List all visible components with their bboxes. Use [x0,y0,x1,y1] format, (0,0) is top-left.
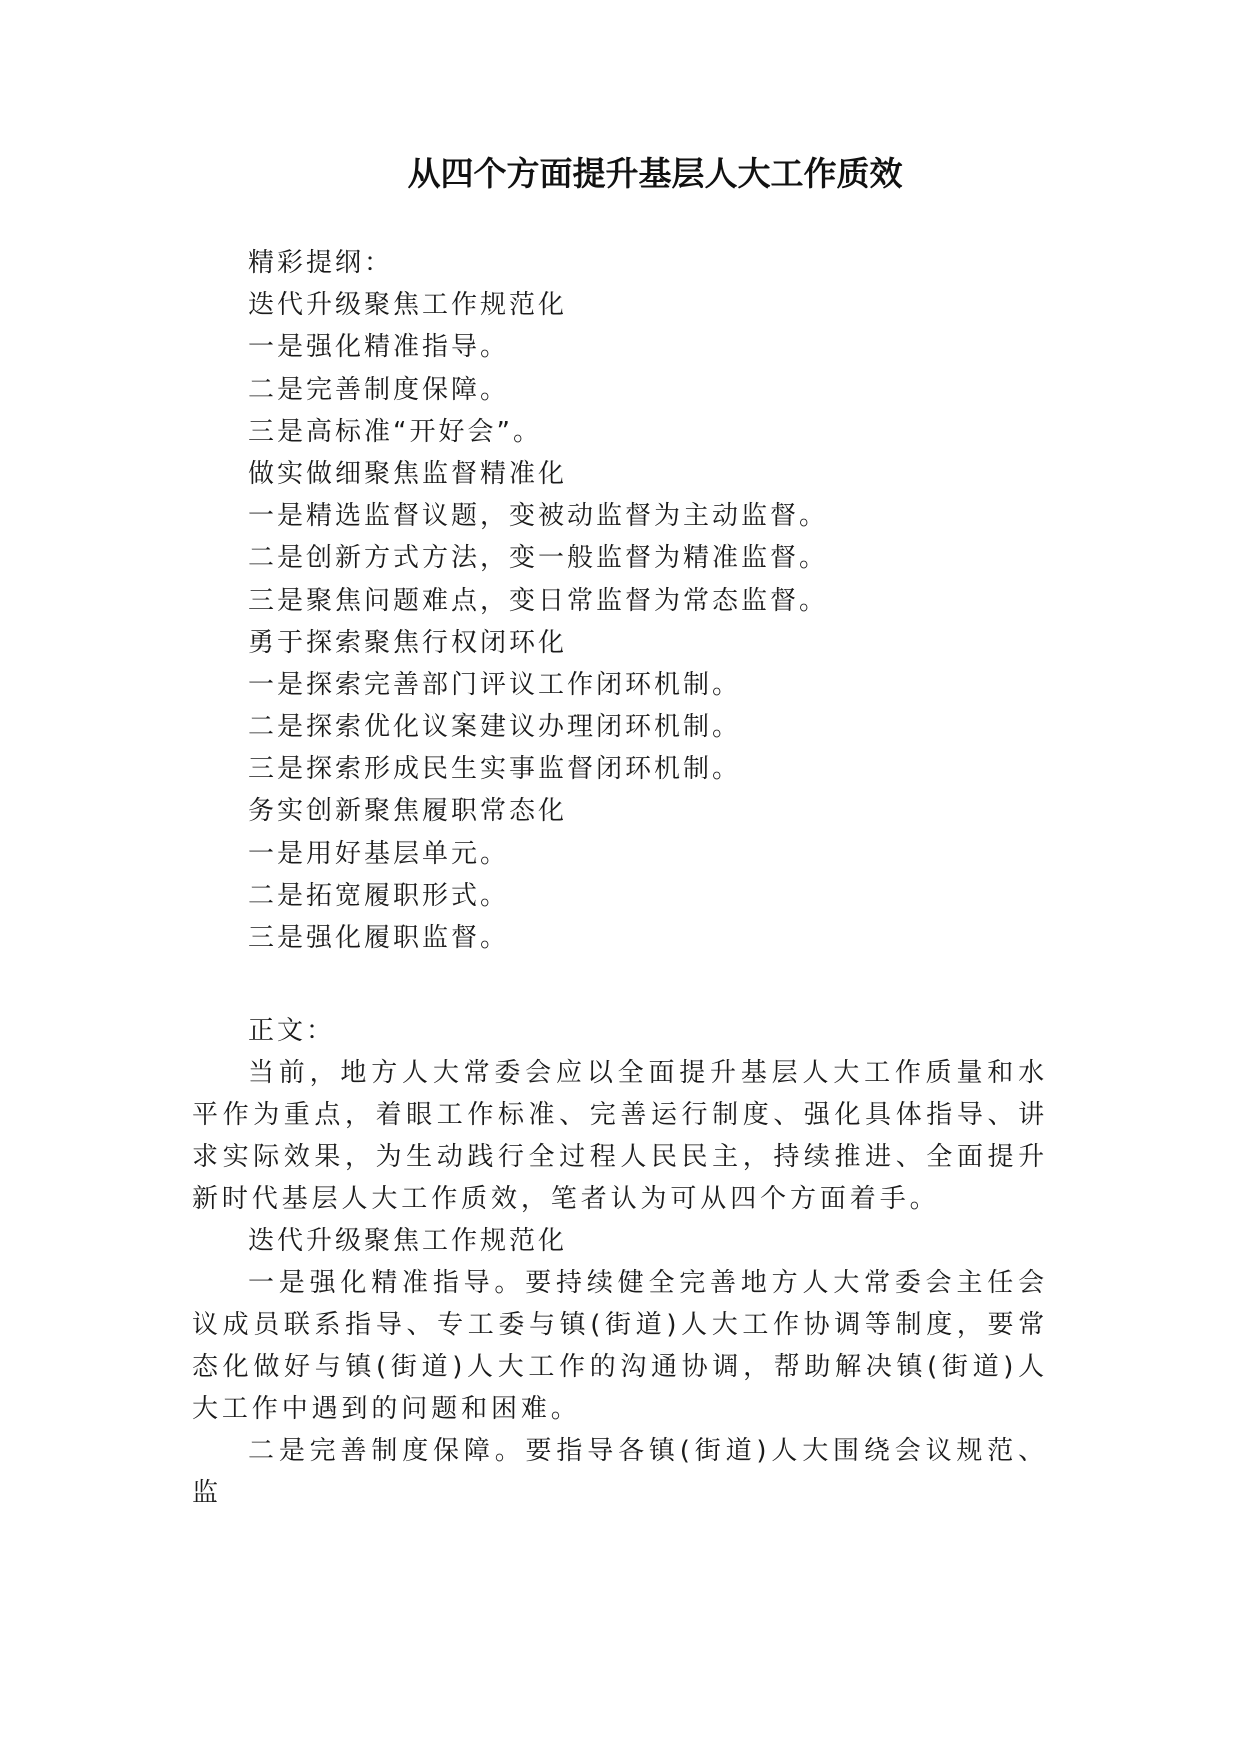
outline-item: 一是用好基层单元。 [248,838,510,869]
outline-item: 一是精选监督议题，变被动监督为主动监督。 [248,501,829,532]
outline-item: 勇于探索聚焦行权闭环化 [248,627,568,658]
outline-item: 一是探索完善部门评议工作闭环机制。 [248,669,742,700]
outline-heading: 精彩提纲： [248,248,394,278]
outline-item: 迭代升级聚焦工作规范化 [248,290,568,321]
outline-item: 二是完善制度保障。 [248,374,510,405]
outline-item: 三是强化履职监督。 [248,923,510,953]
outline-item: 二是探索优化议案建议办理闭环机制。 [248,712,742,743]
section-heading: 迭代升级聚焦工作规范化 [248,1226,568,1256]
outline-item: 三是探索形成民生实事监督闭环机制。 [248,754,742,785]
document-title: 从四个方面提升基层人大工作质效 [407,154,903,193]
outline-list [248,242,1048,959]
outline-item: 一是强化精准指导。 [248,332,510,363]
body-text [192,1010,1048,1514]
outline-item: 务实创新聚焦履职常态化 [248,796,568,827]
outline-item: 做实做细聚焦监督精准化 [248,458,568,489]
outline-item: 二是创新方式方法，变一般监督为精准监督。 [248,543,829,574]
body-paragraph: 一是强化精准指导。要持续健全完善地方人大常委会主任会议成员联系指导、专工委与镇(街道)人大工作协调等制度，要常态化做好与镇(街道)人大工作的沟通协调，帮助解决镇(街道)人大工作中遇到的问题和困难。 [192,1268,1048,1424]
outline-item: 二是拓宽履职形式。 [248,880,510,911]
body-paragraph-intro: 当前，地方人大常委会应以全面提升基层人大工作质量和水平作为重点，着眼工作标准、完善运行制度、强化具体指导、讲求实际效果，为生动践行全过程人民民主，持续推进、全面提升新时代基层人大工作质效，笔者认为可从四个方面着手。 [192,1058,1048,1214]
body-paragraph: 二是完善制度保障。要指导各镇(街道)人大围绕会议规范、监 [192,1436,1048,1508]
outline-item: 三是高标准“开好会”。 [248,416,542,447]
body-label: 正文： [248,1016,336,1046]
outline-item: 三是聚焦问题难点，变日常监督为常态监督。 [248,585,829,616]
